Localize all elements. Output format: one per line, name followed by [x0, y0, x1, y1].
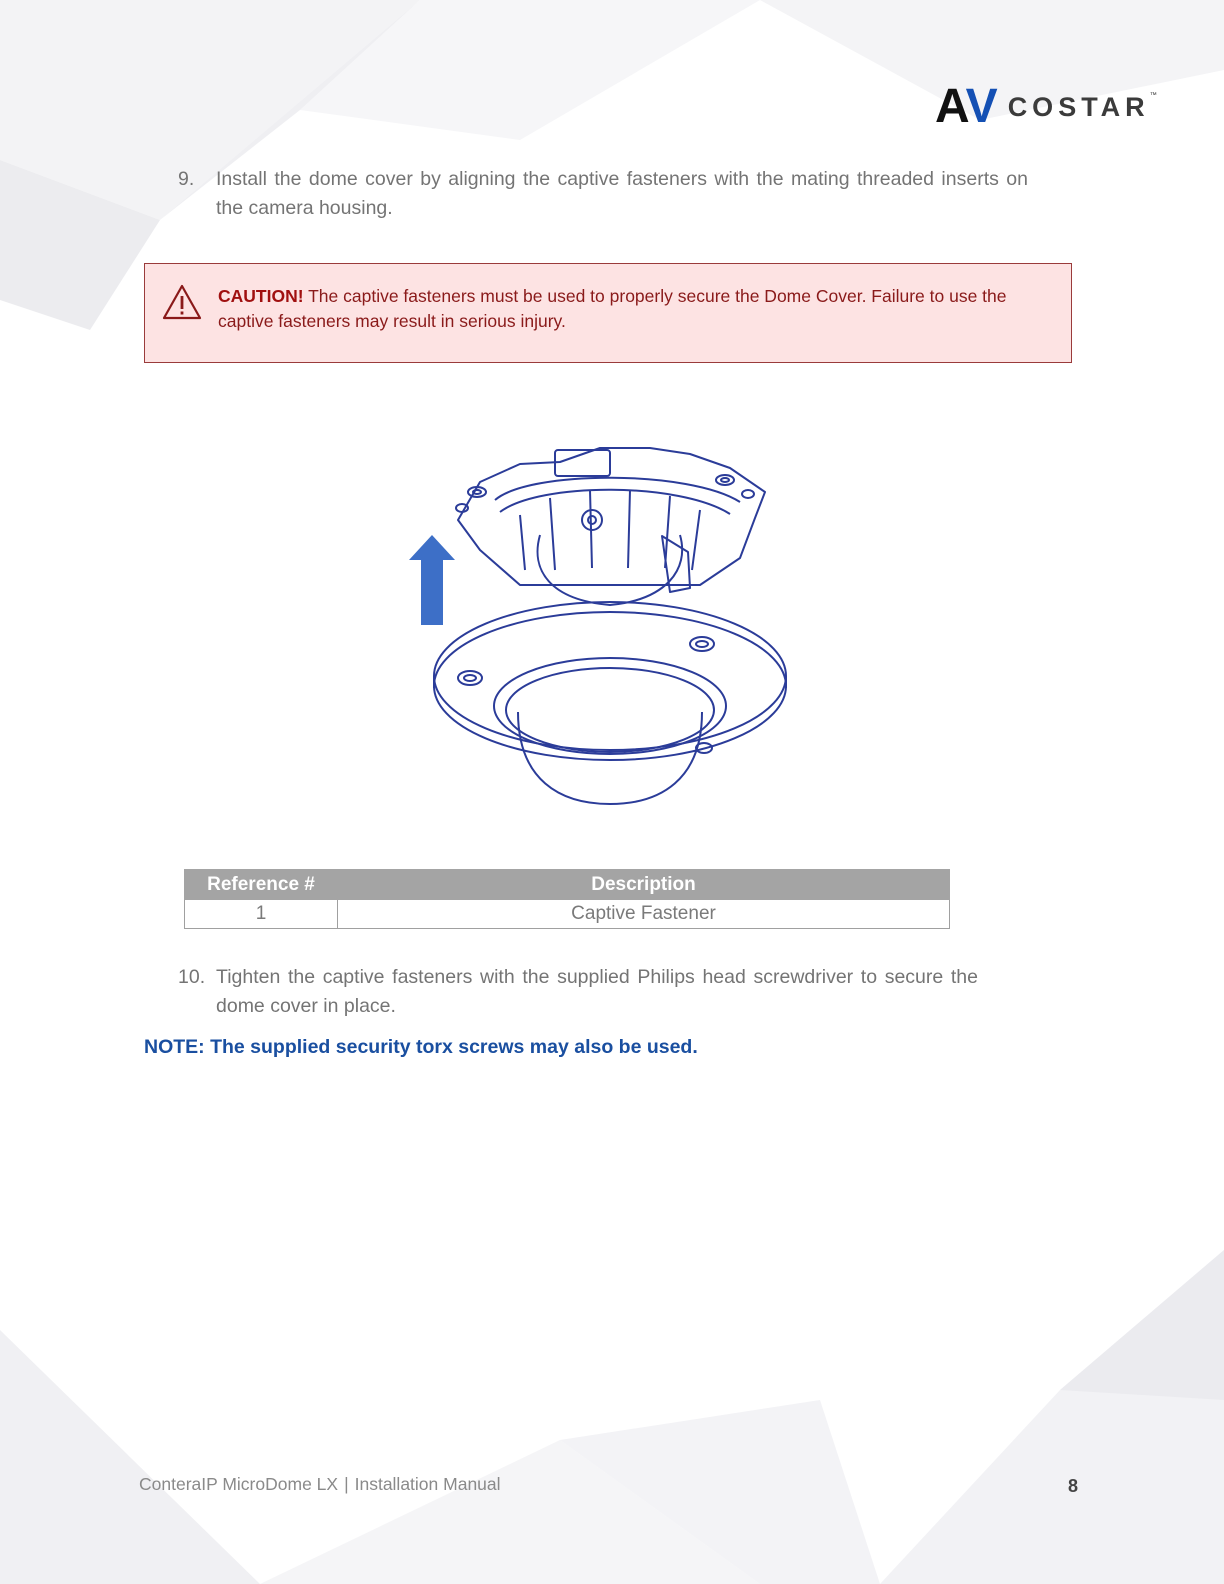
table-header-row [185, 870, 950, 900]
logo-wordmark: COSTAR [1007, 91, 1150, 122]
cell-description: Captive Fastener [338, 900, 950, 929]
dome-camera-installation-illustration [400, 440, 820, 820]
caution-label: CAUTION! [218, 286, 304, 306]
warning-triangle-icon [162, 284, 202, 320]
caution-body: The captive fasteners must be used to properly secure the Dome Cover. Failure to use the captive fasteners may result in serious injury. [218, 286, 1007, 331]
logo-letter-a: A [935, 80, 966, 133]
reference-table [184, 869, 950, 929]
footer [139, 1474, 501, 1495]
page-number: 8 [1068, 1476, 1079, 1496]
footer-doc-title: Installation Manual [354, 1474, 501, 1494]
caution-message [218, 284, 1048, 334]
step-text-line2: dome cover in place. [216, 994, 396, 1017]
step-text-line1: Tighten the captive fasteners with the supplied Philips head screwdriver to secure the [216, 966, 978, 988]
step-number: 10. [178, 966, 206, 988]
column-header-description: Description [338, 870, 950, 900]
column-header-reference: Reference # [185, 870, 338, 900]
trademark-symbol: ™ [1149, 91, 1157, 99]
step-number: 9. [178, 168, 195, 190]
logo-letter-v: V [965, 80, 998, 133]
footer-product-name: ConteraIP MicroDome LX [139, 1474, 339, 1494]
av-mark [935, 80, 998, 133]
step-9 [178, 165, 1028, 222]
step-text-line2: the camera housing. [216, 196, 393, 219]
step-text-line1: Install the dome cover by aligning the captive fasteners with the mating threaded inserts on [216, 168, 1028, 190]
note-text: NOTE: The supplied security torx screws may also be used. [144, 1036, 698, 1058]
caution-box [144, 263, 1072, 363]
table-row [185, 900, 950, 929]
avcostar-logo [935, 80, 1157, 133]
cell-reference: 1 [185, 900, 338, 929]
step-10 [178, 963, 978, 1020]
footer-separator: | [344, 1474, 349, 1494]
